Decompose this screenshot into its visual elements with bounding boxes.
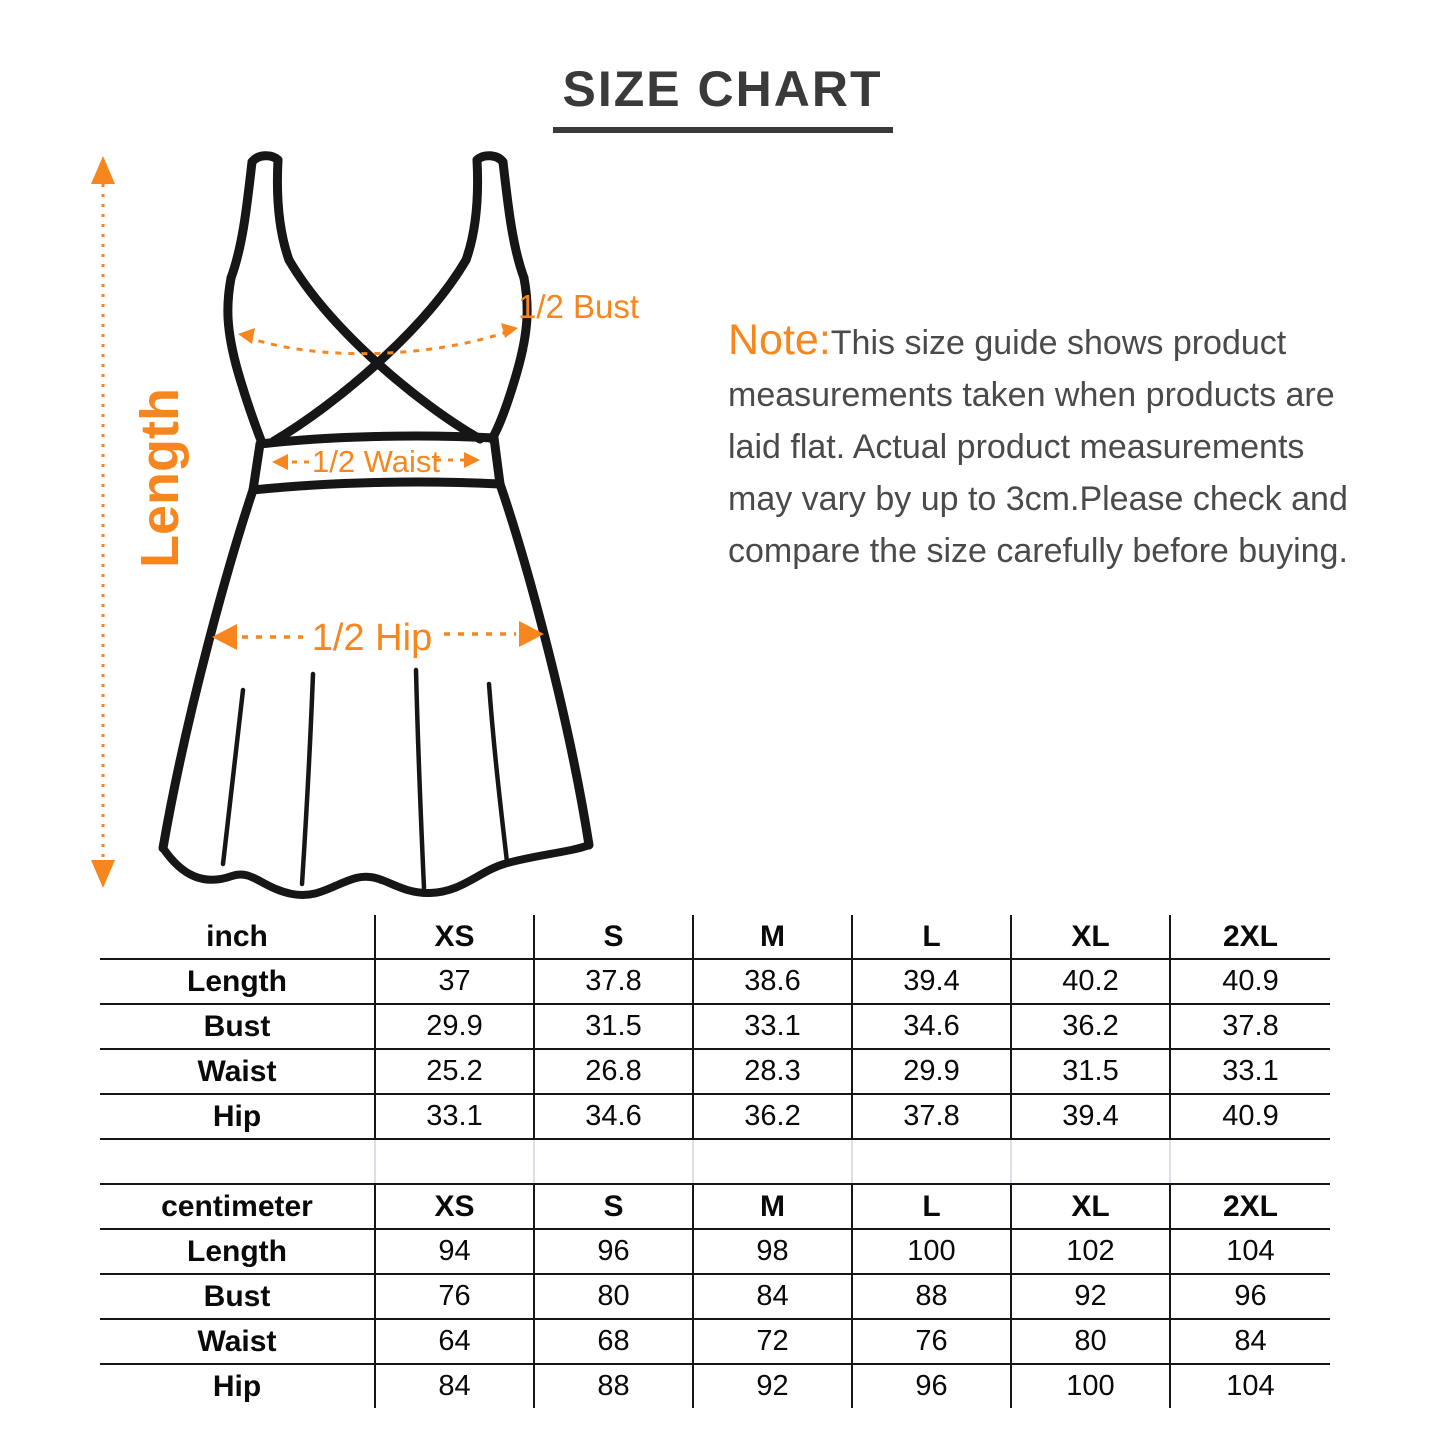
- waist-label: 1/2 Waist: [311, 444, 441, 479]
- value-cell: 68: [534, 1319, 693, 1364]
- size-header-cell: XL: [1011, 1184, 1170, 1229]
- row-label-cell: Hip: [212, 1369, 262, 1403]
- value-cell: 34.6: [852, 1004, 1011, 1049]
- table-row: [100, 1364, 1330, 1408]
- value-cell: 94: [375, 1229, 534, 1274]
- value-cell: 31.5: [534, 1004, 693, 1049]
- size-header-cell: M: [693, 915, 852, 959]
- hip-label: 1/2 Hip: [311, 617, 433, 659]
- table-row: [100, 1229, 1330, 1274]
- header-row: [100, 915, 1330, 959]
- spacer-cell: [375, 1139, 534, 1184]
- value-cell: 25.2: [375, 1049, 534, 1094]
- value-cell: 33.1: [375, 1094, 534, 1139]
- table-row: [100, 1274, 1330, 1319]
- row-label-cell: Waist: [100, 1319, 375, 1364]
- header-row: [100, 1184, 1330, 1229]
- value-cell: 26.8: [534, 1049, 693, 1094]
- value-cell: 36.2: [693, 1094, 852, 1139]
- value-cell: 84: [375, 1364, 534, 1408]
- row-label-cell: Waist: [100, 1049, 375, 1094]
- value-cell: 39.4: [1011, 1094, 1170, 1139]
- size-header-cell: XS: [375, 1184, 534, 1229]
- value-cell: 100: [852, 1229, 1011, 1274]
- value-cell: 38.6: [693, 959, 852, 1004]
- bust-arrow: [238, 323, 518, 354]
- note-line: laid flat. Actual product measurements: [728, 428, 1305, 466]
- spacer-cell: [100, 1139, 375, 1184]
- size-header-cell: L: [852, 915, 1011, 959]
- spacer-row: [100, 1139, 1330, 1184]
- note-line: compare the size carefully before buying.: [728, 532, 1348, 570]
- unit-header-cell: inch: [100, 915, 375, 959]
- size-header-cell: XS: [375, 915, 534, 959]
- size-header-cell: XL: [1011, 915, 1170, 959]
- value-cell: 96: [852, 1364, 1011, 1408]
- value-cell: 28.3: [693, 1049, 852, 1094]
- note-line: measurements taken when products are: [728, 376, 1335, 414]
- value-cell: 102: [1011, 1229, 1170, 1274]
- value-cell: 36.2: [1011, 1004, 1170, 1049]
- value-cell: 96: [1170, 1274, 1330, 1319]
- value-cell: 92: [1011, 1274, 1170, 1319]
- value-cell: 100: [1011, 1364, 1170, 1408]
- spacer-cell: [1011, 1139, 1170, 1184]
- size-tables: [100, 915, 1330, 1408]
- value-cell: 88: [534, 1364, 693, 1408]
- table-row: [100, 1049, 1330, 1094]
- value-cell: 84: [693, 1274, 852, 1319]
- spacer-cell: [693, 1139, 852, 1184]
- value-cell: 37.8: [534, 959, 693, 1004]
- row-label-cell: Length: [100, 1229, 375, 1274]
- dress-outline: [163, 156, 589, 895]
- value-cell: 37.8: [852, 1094, 1011, 1139]
- value-cell: 40.9: [1170, 1094, 1330, 1139]
- value-cell: 80: [534, 1274, 693, 1319]
- value-cell: 104: [1170, 1364, 1330, 1408]
- value-cell: 64: [375, 1319, 534, 1364]
- note-block: [728, 314, 1428, 577]
- value-cell: 40.2: [1011, 959, 1170, 1004]
- length-arrow: [91, 156, 115, 888]
- value-cell: 34.6: [534, 1094, 693, 1139]
- value-cell: 88: [852, 1274, 1011, 1319]
- note-text: This size guide shows product: [830, 324, 1287, 362]
- value-cell: 29.9: [852, 1049, 1011, 1094]
- spacer-cell: [534, 1139, 693, 1184]
- spacer-cell: [852, 1139, 1011, 1184]
- size-table: [100, 915, 1330, 1408]
- size-header-cell: S: [534, 915, 693, 959]
- note-line: [728, 314, 1428, 369]
- value-cell: 84: [1170, 1319, 1330, 1364]
- value-cell: 76: [375, 1274, 534, 1319]
- value-cell: 76: [852, 1319, 1011, 1364]
- value-cell: 29.9: [375, 1004, 534, 1049]
- title-wrap: [0, 60, 1445, 133]
- size-header-cell: M: [693, 1184, 852, 1229]
- size-header-cell: 2XL: [1170, 1184, 1330, 1229]
- bust-label: 1/2 Bust: [518, 288, 640, 325]
- value-cell: 104: [1170, 1229, 1330, 1274]
- table-row: [100, 1094, 1330, 1139]
- page-title: SIZE CHART: [553, 60, 893, 133]
- note-label: Note:: [728, 316, 831, 364]
- length-label: Length: [130, 388, 190, 568]
- value-cell: 96: [534, 1229, 693, 1274]
- table-row: [100, 1319, 1330, 1364]
- value-cell: 39.4: [852, 959, 1011, 1004]
- value-cell: 40.9: [1170, 959, 1330, 1004]
- value-cell: 37: [375, 959, 534, 1004]
- value-cell: 72: [693, 1319, 852, 1364]
- row-label-cell: Hip: [100, 1094, 375, 1139]
- value-cell: 98: [693, 1229, 852, 1274]
- value-cell: 31.5: [1011, 1049, 1170, 1094]
- size-header-cell: 2XL: [1170, 915, 1330, 959]
- row-label-cell: Length: [100, 959, 375, 1004]
- unit-header-cell: centimeter: [100, 1184, 375, 1229]
- spacer-cell: [1170, 1139, 1330, 1184]
- table-row: [100, 959, 1330, 1004]
- row-label-cell: Bust: [100, 1004, 375, 1049]
- value-cell: 37.8: [1170, 1004, 1330, 1049]
- note-line: may vary by up to 3cm.Please check and: [728, 480, 1348, 518]
- value-cell: 33.1: [693, 1004, 852, 1049]
- value-cell: 80: [1011, 1319, 1170, 1364]
- row-label-cell: Bust: [100, 1274, 375, 1319]
- value-cell: 92: [693, 1364, 852, 1408]
- value-cell: 33.1: [1170, 1049, 1330, 1094]
- size-header-cell: S: [534, 1184, 693, 1229]
- size-header-cell: L: [852, 1184, 1011, 1229]
- table-row: [100, 1004, 1330, 1049]
- dress-diagram: [55, 138, 680, 910]
